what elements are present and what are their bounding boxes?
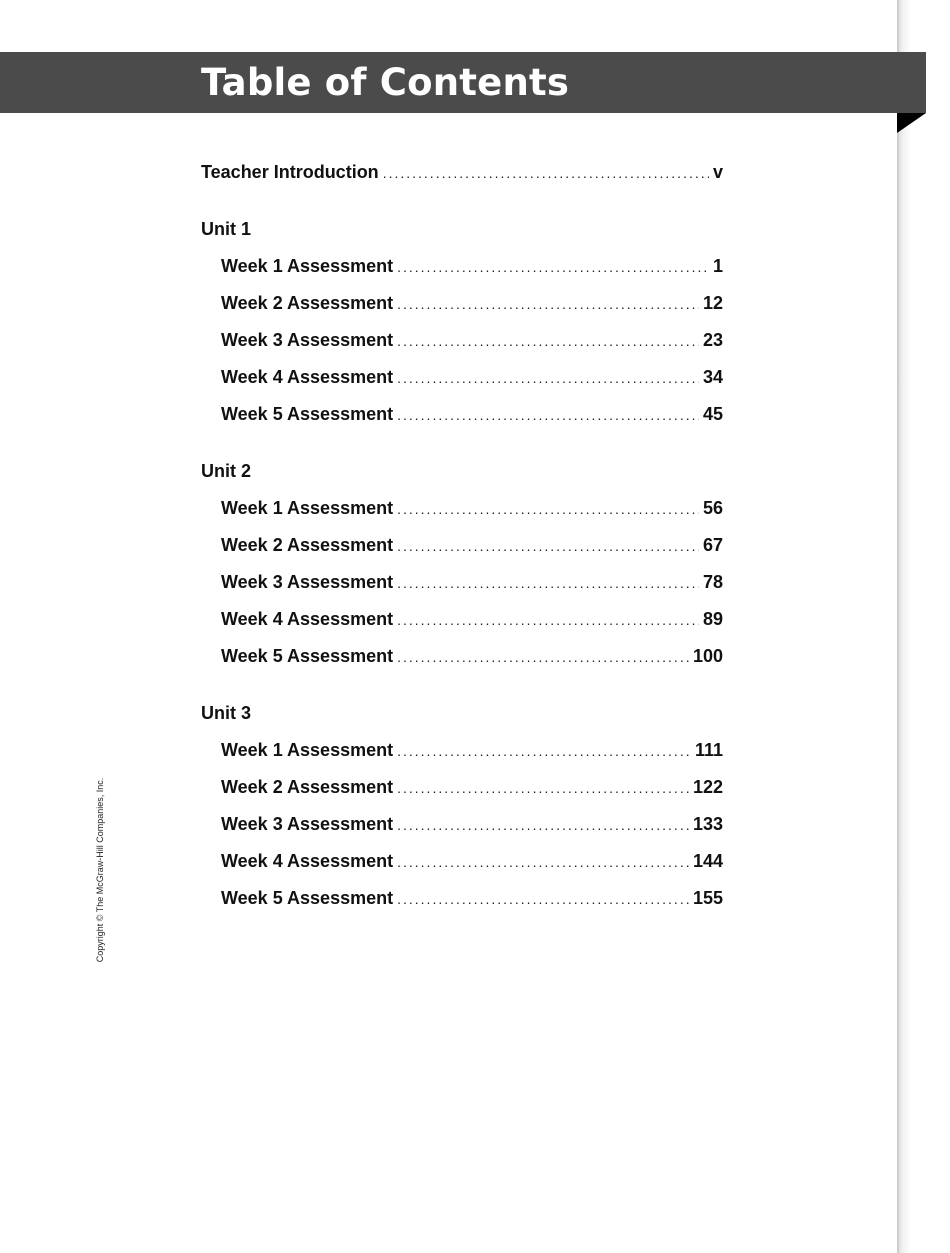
toc-entry-label: Week 3 Assessment — [221, 572, 394, 592]
toc-entry-page: 23 — [702, 330, 723, 350]
toc-entry[interactable] — [201, 322, 723, 359]
unit-heading: Unit 3 — [201, 703, 252, 723]
dot-leader — [397, 881, 689, 918]
copyright-notice: Copyright © The McGraw-Hill Companies, Inc. — [95, 777, 105, 963]
toc-entry-label: Week 2 Assessment — [221, 293, 394, 313]
unit-heading: Unit 1 — [201, 219, 252, 239]
toc-entry-page: 100 — [692, 646, 723, 666]
toc-entry-label: Week 5 Assessment — [221, 888, 394, 908]
dot-leader — [397, 844, 689, 881]
unit-heading: Unit 2 — [201, 461, 252, 481]
toc-entry-page: 12 — [702, 293, 723, 313]
dot-leader — [383, 155, 709, 192]
toc-entry[interactable] — [201, 285, 723, 322]
dot-leader — [397, 528, 699, 565]
dot-leader — [397, 639, 689, 676]
toc-entry-label: Teacher Introduction — [201, 162, 379, 182]
toc-entry[interactable] — [201, 601, 723, 638]
toc-entry-page: 1 — [712, 256, 723, 276]
toc-entry-label: Week 4 Assessment — [221, 367, 394, 387]
toc-entry[interactable] — [201, 843, 723, 880]
toc-entry[interactable] — [201, 806, 723, 843]
toc-entry-page: 34 — [702, 367, 723, 387]
toc-entry[interactable] — [201, 564, 723, 601]
toc-entry-label: Week 4 Assessment — [221, 851, 394, 871]
toc-entry[interactable] — [201, 769, 723, 806]
dot-leader — [397, 491, 699, 528]
toc-entry[interactable] — [201, 732, 723, 769]
toc-entry-label: Week 3 Assessment — [221, 330, 394, 350]
toc-entry-label: Week 3 Assessment — [221, 814, 394, 834]
toc-entry-page: 122 — [692, 777, 723, 797]
toc-entry[interactable] — [201, 396, 723, 433]
page-edge-line — [897, 0, 899, 1253]
toc-entry[interactable] — [201, 880, 723, 917]
dot-leader — [397, 249, 709, 286]
toc-entry[interactable] — [201, 638, 723, 675]
dot-leader — [397, 323, 699, 360]
toc-entry[interactable] — [201, 248, 723, 285]
toc-entry-page: v — [712, 162, 723, 182]
dot-leader — [397, 286, 699, 323]
dot-leader — [397, 565, 699, 602]
toc-entry-page: 67 — [702, 535, 723, 555]
toc-entry[interactable] — [201, 527, 723, 564]
dot-leader — [397, 397, 699, 434]
dot-leader — [397, 807, 689, 844]
toc-entry-label: Week 1 Assessment — [221, 740, 394, 760]
toc-entry-label: Week 4 Assessment — [221, 609, 394, 629]
toc-entry-label: Week 1 Assessment — [221, 498, 394, 518]
toc-entry-label: Week 2 Assessment — [221, 777, 394, 797]
tab-corner-marker — [897, 113, 926, 133]
toc-entry-label: Week 5 Assessment — [221, 404, 394, 424]
toc-entry-page: 89 — [702, 609, 723, 629]
toc-entry-teacher-introduction[interactable] — [201, 154, 723, 191]
toc-entry-page: 45 — [702, 404, 723, 424]
dot-leader — [397, 770, 689, 807]
toc-entry-page: 155 — [692, 888, 723, 908]
dot-leader — [397, 360, 699, 397]
page-title: Table of Contents — [201, 61, 570, 104]
toc-entry-page: 144 — [692, 851, 723, 871]
toc-entry-page: 56 — [702, 498, 723, 518]
toc-entry[interactable] — [201, 359, 723, 396]
toc-entry-page: 133 — [692, 814, 723, 834]
toc-entry-label: Week 2 Assessment — [221, 535, 394, 555]
dot-leader — [397, 733, 691, 770]
table-of-contents — [201, 154, 723, 917]
toc-entry-page: 111 — [694, 740, 723, 760]
toc-entry-page: 78 — [702, 572, 723, 592]
toc-entry-label: Week 5 Assessment — [221, 646, 394, 666]
toc-entry-label: Week 1 Assessment — [221, 256, 394, 276]
toc-entry[interactable] — [201, 490, 723, 527]
dot-leader — [397, 602, 699, 639]
page-edge — [897, 0, 950, 1253]
